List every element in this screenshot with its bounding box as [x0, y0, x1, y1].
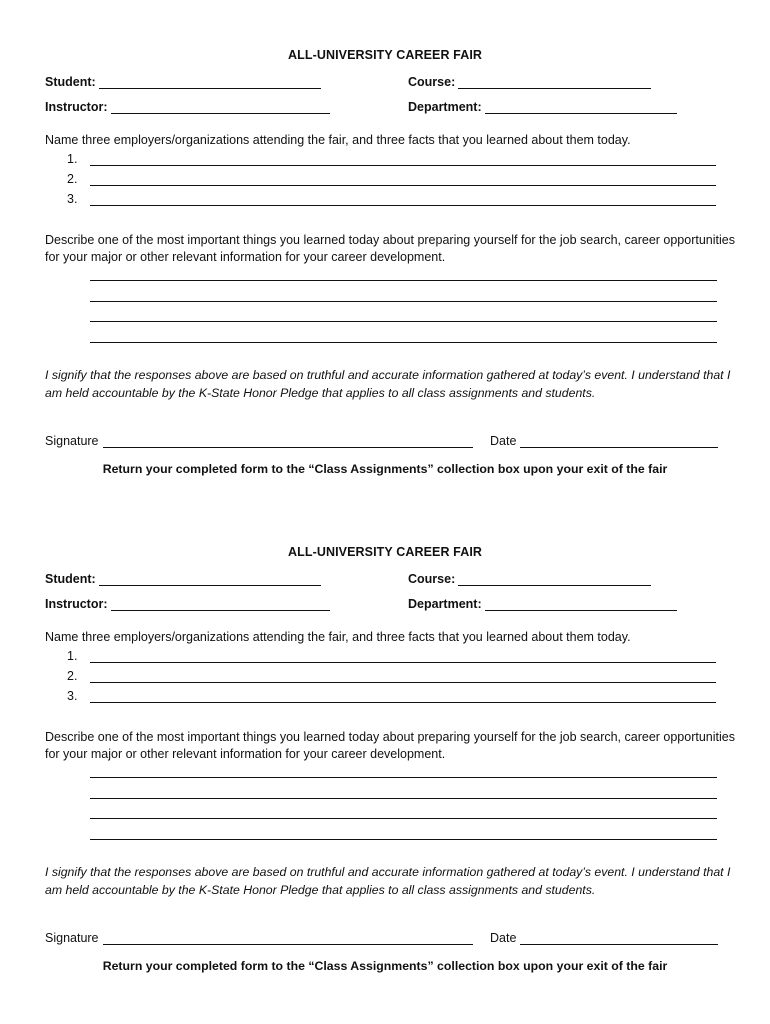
signature-input-line[interactable] [103, 435, 473, 448]
date-field[interactable] [490, 434, 718, 448]
answer-line[interactable] [90, 777, 717, 778]
list-item[interactable] [67, 689, 716, 703]
student-label: Student: [45, 75, 96, 89]
instructor-field[interactable] [45, 100, 330, 114]
item-number: 1. [67, 649, 78, 663]
course-label: Course: [408, 75, 456, 89]
date-label: Date [490, 434, 517, 448]
answer-line[interactable] [90, 193, 716, 206]
list-item[interactable] [67, 669, 716, 683]
answer-line[interactable] [90, 798, 717, 799]
answer-line[interactable] [90, 280, 717, 281]
instructor-label: Instructor: [45, 100, 108, 114]
instructor-input-line[interactable] [111, 598, 330, 611]
course-field[interactable] [408, 572, 651, 586]
item-number: 1. [67, 152, 78, 166]
signature-input-line[interactable] [103, 932, 473, 945]
answer-line[interactable] [90, 839, 717, 840]
item-number: 2. [67, 172, 78, 186]
list-item[interactable] [67, 649, 716, 663]
student-input-line[interactable] [99, 573, 321, 586]
list-item[interactable] [67, 192, 716, 206]
answer-line[interactable] [90, 321, 717, 322]
answer-line[interactable] [90, 153, 716, 166]
department-label: Department: [408, 100, 482, 114]
form-title: ALL-UNIVERSITY CAREER FAIR [287, 545, 483, 559]
honor-pledge: I signify that the responses above are based on truthful and accurate information gathered at today’s event. I understand that I am held accountable by the K-State Honor Pledge that applies to all class assignments and students. [45, 368, 731, 400]
question-learned: Describe one of the most important things you learned today about preparing yourself for the job search, career opportunities for your major or other relevant information for your career development. [45, 730, 735, 761]
department-input-line[interactable] [485, 101, 677, 114]
question-learned: Describe one of the most important things you learned today about preparing yourself for the job search, career opportunities for your major or other relevant information for your career development. [45, 233, 735, 264]
item-number: 3. [67, 192, 78, 206]
instructor-field[interactable] [45, 597, 330, 611]
date-label: Date [490, 931, 517, 945]
student-field[interactable] [45, 75, 321, 89]
answer-line[interactable] [90, 301, 717, 302]
signature-field[interactable] [45, 931, 473, 945]
signature-field[interactable] [45, 434, 473, 448]
student-field[interactable] [45, 572, 321, 586]
course-input-line[interactable] [458, 76, 651, 89]
question-employers: Name three employers/organizations attending the fair, and three facts that you learned about them today. [45, 133, 631, 147]
signature-label: Signature [45, 931, 99, 945]
department-input-line[interactable] [485, 598, 677, 611]
answer-line[interactable] [90, 650, 716, 663]
answer-line[interactable] [90, 690, 716, 703]
student-input-line[interactable] [99, 76, 321, 89]
department-field[interactable] [408, 100, 677, 114]
department-label: Department: [408, 597, 482, 611]
date-input-line[interactable] [520, 932, 718, 945]
question-employers: Name three employers/organizations attending the fair, and three facts that you learned about them today. [45, 630, 631, 644]
item-number: 2. [67, 669, 78, 683]
career-fair-form-1 [0, 0, 770, 497]
list-item[interactable] [67, 152, 716, 166]
instructor-input-line[interactable] [111, 101, 330, 114]
return-instructions: Return your completed form to the “Class Assignments” collection box upon your exit of the fair [102, 462, 668, 476]
answer-line[interactable] [90, 173, 716, 186]
date-field[interactable] [490, 931, 718, 945]
career-fair-form-2 [0, 497, 770, 994]
course-label: Course: [408, 572, 456, 586]
return-instructions: Return your completed form to the “Class Assignments” collection box upon your exit of the fair [102, 959, 668, 973]
answer-line[interactable] [90, 818, 717, 819]
student-label: Student: [45, 572, 96, 586]
answer-line[interactable] [90, 670, 716, 683]
honor-pledge: I signify that the responses above are based on truthful and accurate information gathered at today’s event. I understand that I am held accountable by the K-State Honor Pledge that applies to all class assignments and students. [45, 865, 731, 897]
answer-line[interactable] [90, 342, 717, 343]
date-input-line[interactable] [520, 435, 718, 448]
instructor-label: Instructor: [45, 597, 108, 611]
course-field[interactable] [408, 75, 651, 89]
signature-label: Signature [45, 434, 99, 448]
list-item[interactable] [67, 172, 716, 186]
form-title: ALL-UNIVERSITY CAREER FAIR [287, 48, 483, 62]
department-field[interactable] [408, 597, 677, 611]
course-input-line[interactable] [458, 573, 651, 586]
item-number: 3. [67, 689, 78, 703]
